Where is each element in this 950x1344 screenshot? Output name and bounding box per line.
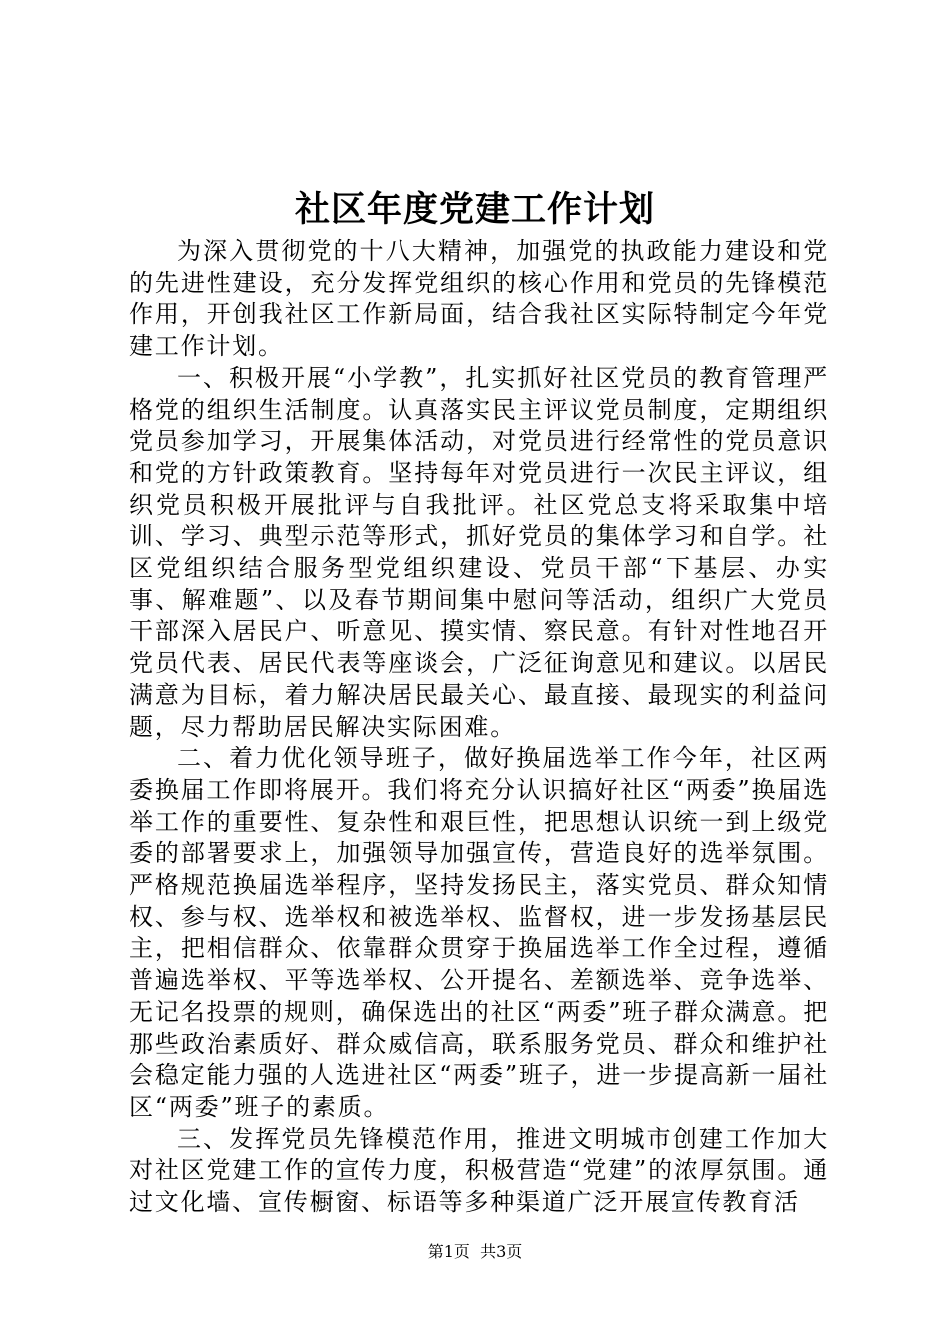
document-body <box>129 236 829 1219</box>
document-title: 社区年度党建工作计划 <box>294 189 655 230</box>
page-footer <box>0 1240 950 1264</box>
page-number: 第1页 共3页 <box>427 1242 523 1261</box>
paragraph-intro: 为深入贯彻党的十八大精神，加强党的执政能力建设和党的先进性建设，充分发挥党组织的核心作用和党员的先锋模范作用，开创我社区工作新局面，结合我社区实际特制定今年党建工作计划。 <box>129 237 829 361</box>
paragraph-section-3: 三、发挥党员先锋模范作用，推进文明城市创建工作加大对社区党建工作的宣传力度，积极营造“党建”的浓厚氛围。通过文化墙、宣传橱窗、标语等多种渠道广泛开展宣传教育活 <box>129 1124 829 1217</box>
paragraph-section-1: 一、积极开展“小学教”，扎实抓好社区党员的教育管理严格党的组织生活制度。认真落实民主评议党员制度，定期组织党员参加学习，开展集体活动，对党员进行经常性的党员意识和党的方针政策教育。坚持每年对党员进行一次民主评议，组织党员积极开展批评与自我批评。社区党总支将采取集中培训、学习、典型示范等形式，抓好党员的集体学习和自学。社区党组织结合服务型党组织建设、党员干部“下基层、办实事、解难题”、以及春节期间集中慰问等活动，组织广大党员干部深入居民户、听意见、摸实情、察民意。有针对性地召开党员代表、居民代表等座谈会，广泛征询意见和建议。以居民满意为目标，着力解决居民最关心、最直接、最现实的利益问题，尽力帮助居民解决实际困难。 <box>129 363 829 741</box>
paragraph-section-2: 二、着力优化领导班子，做好换届选举工作今年，社区两委换届工作即将展开。我们将充分认识搞好社区“两委”换届选举工作的重要性、复杂性和艰巨性，把思想认识统一到上级党委的部署要求上，加强领导加强宣传，营造良好的选举氛围。严格规范换届选举程序，坚持发扬民主，落实党员、群众知情权、参与权、选举权和被选举权、监督权，进一步发扬基层民主，把相信群众、依靠群众贯穿于换届选举工作全过程，遵循普遍选举权、平等选举权、公开提名、差额选举、竞争选举、无记名投票的规则，确保选出的社区“两委”班子群众满意。把那些政治素质好、群众威信高，联系服务党员、群众和维护社会稳定能力强的人选进社区“两委”班子，进一步提高新一届社区“两委”班子的素质。 <box>129 744 829 1121</box>
